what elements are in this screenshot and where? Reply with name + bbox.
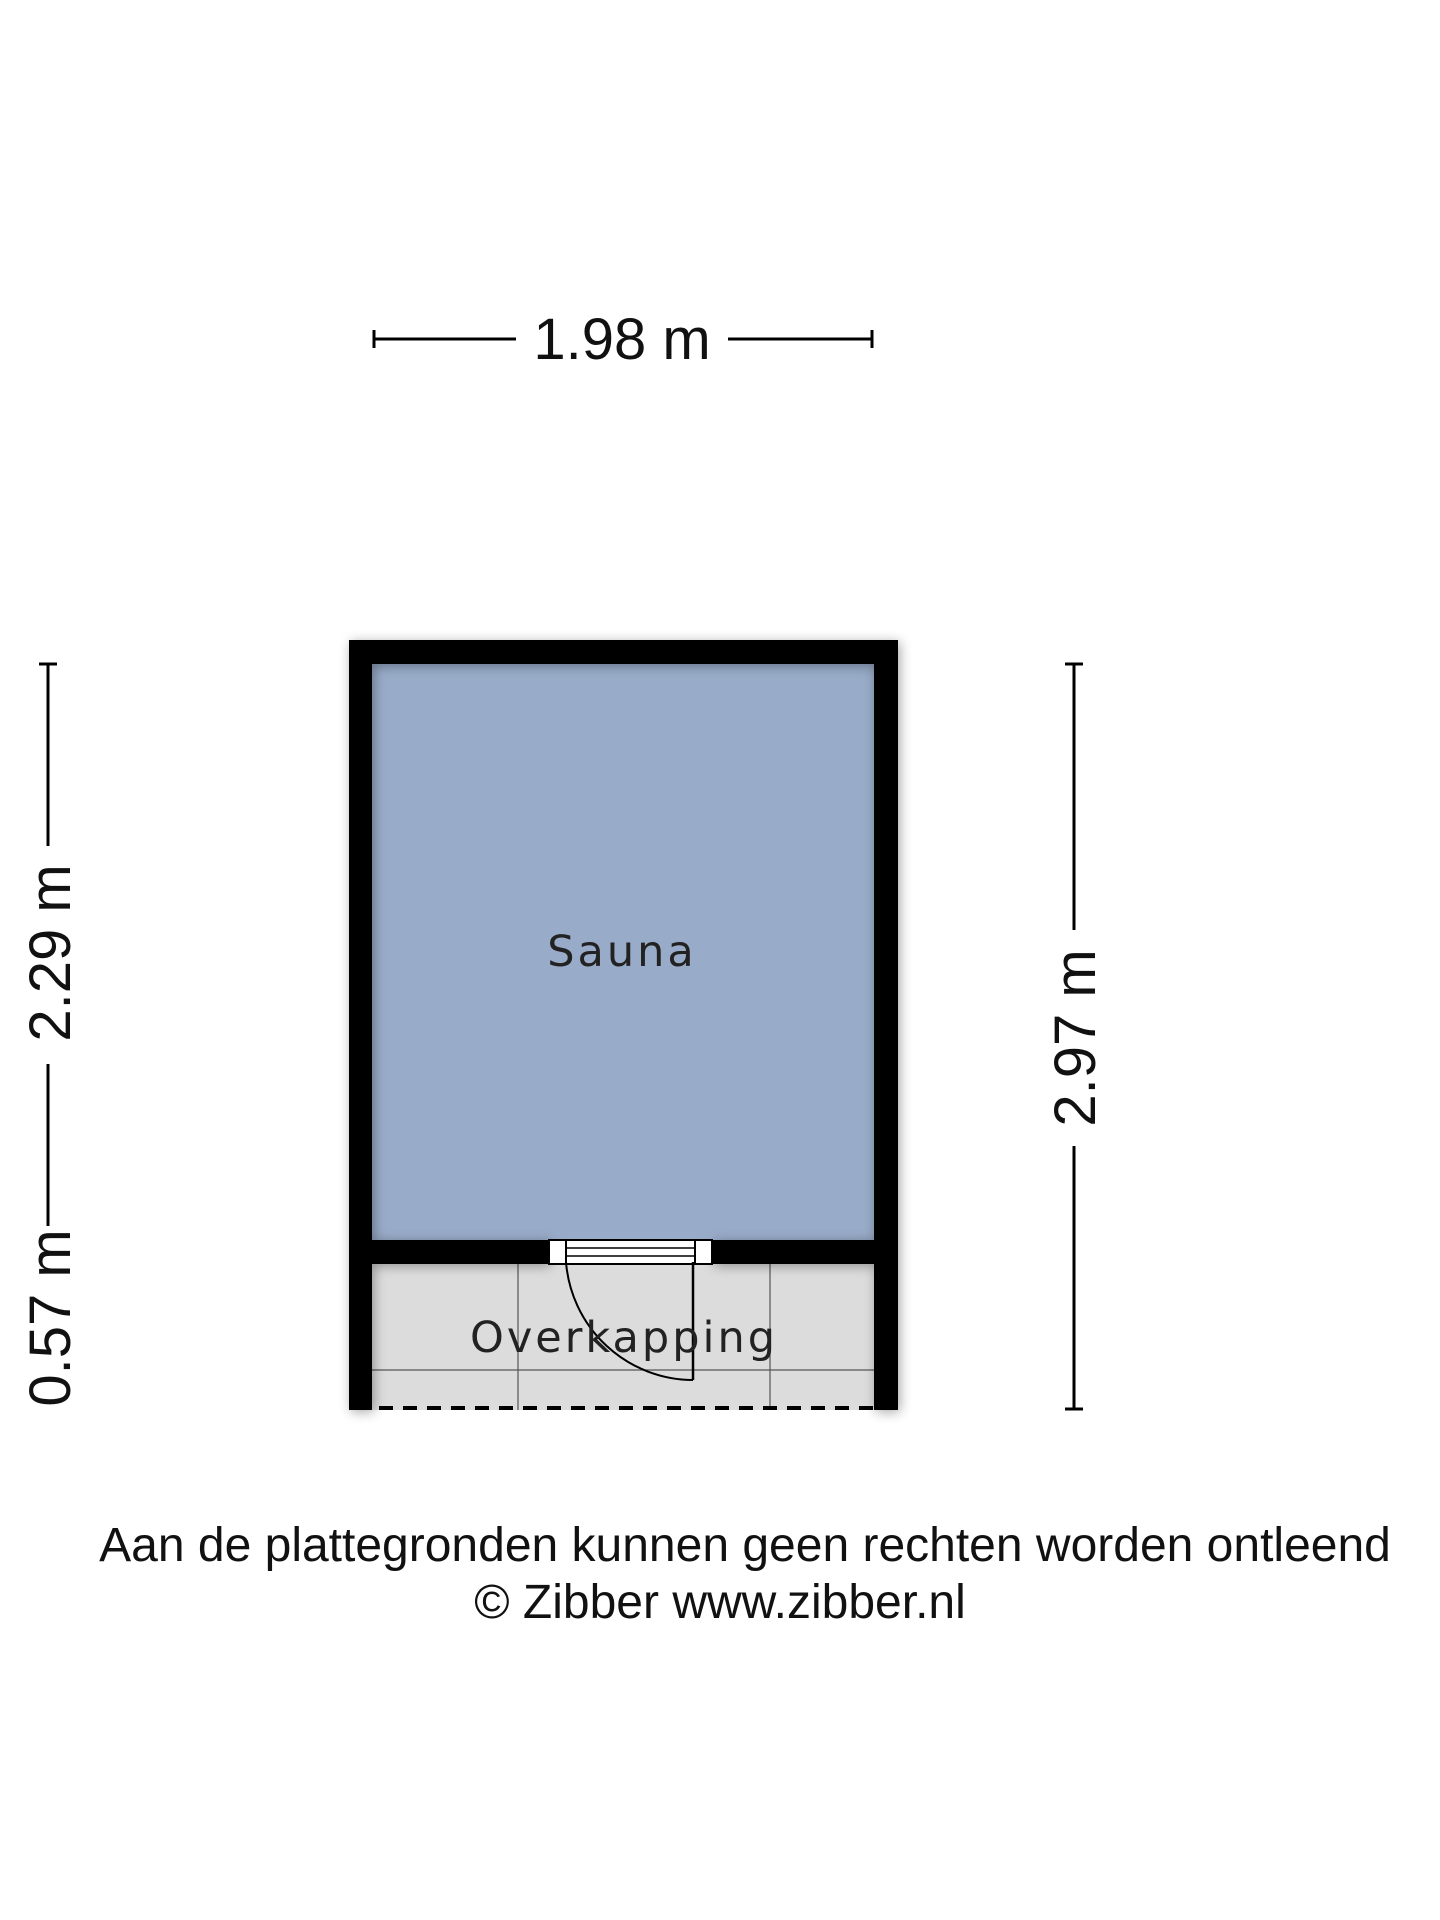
dimension-label-right: 2.97 m <box>1043 949 1108 1127</box>
door-frame-right <box>695 1240 712 1264</box>
wall-middle-left <box>372 1240 549 1264</box>
dimension-label-width: 1.98 m <box>533 307 711 372</box>
dimension-label-left-upper: 2.29 m <box>18 864 83 1042</box>
copyright-text: © Zibber www.zibber.nl <box>474 1576 966 1629</box>
wall-right <box>874 640 898 1410</box>
room-label-overkapping: Overkapping <box>469 1313 779 1363</box>
door-threshold <box>566 1240 695 1264</box>
dimension-label-left-lower: 0.57 m <box>18 1229 83 1407</box>
room-label-sauna: Sauna <box>547 927 697 977</box>
wall-left <box>349 640 372 1410</box>
disclaimer-text: Aan de plattegronden kunnen geen rechten worden ontleend <box>99 1519 1391 1572</box>
wall-middle-right <box>712 1240 874 1264</box>
wall-top <box>349 640 898 664</box>
door-frame-left <box>549 1240 566 1264</box>
